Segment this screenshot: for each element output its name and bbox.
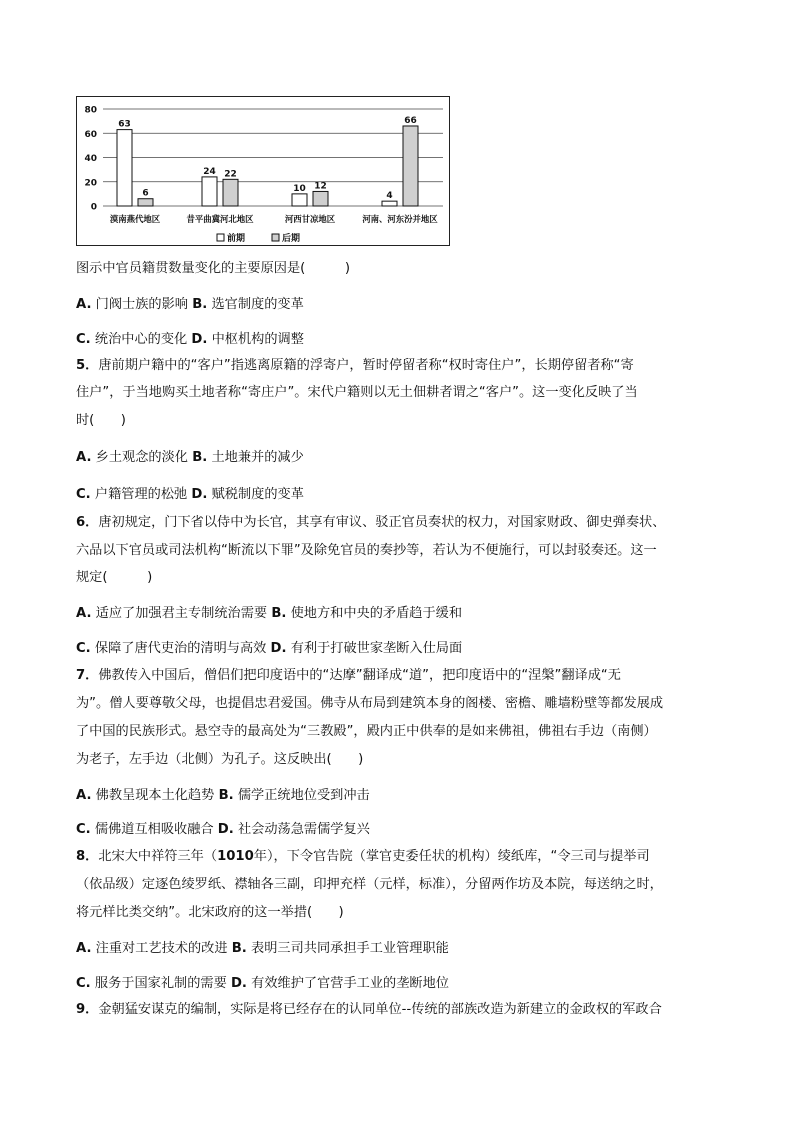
q7-options-ab: A. 佛教呈现本土化趋势 B. 儒学正统地位受到冲击 [76, 788, 370, 803]
data-label: 66 [404, 115, 417, 126]
legend-label: 前期 [227, 234, 246, 244]
y-tick-label: 60 [84, 129, 97, 140]
bar [292, 194, 307, 206]
bar [403, 126, 418, 206]
y-tick-label: 20 [84, 178, 97, 189]
bar-chart [76, 96, 450, 246]
data-label: 4 [386, 191, 393, 202]
x-tick-label: 漠南燕代地区 [109, 214, 161, 224]
bar [382, 201, 397, 206]
data-label: 6 [142, 188, 149, 199]
q6-line-3: 规定( ) [76, 570, 153, 585]
y-tick-label: 0 [90, 202, 97, 213]
q6-options-ab: A. 适应了加强君主专制统治需要 B. 使地方和中央的矛盾趋于缓和 [76, 606, 463, 621]
q5-line-3: 时( ) [76, 413, 126, 428]
q8-line-1: 8．北宋大中祥符三年（1010年），下令官告院（掌官吏委任状的机构）绫纸库，“令三司与提举司 [76, 849, 650, 864]
q7-line-1: 7．佛教传入中国后，僧侣们把印度语中的“达摩”翻译成“道”，把印度语中的“涅槃”翻译成“无 [76, 668, 621, 683]
data-label: 24 [203, 166, 216, 177]
q7-line-3: 了中国的民族形式。悬空寺的最高处为“三教殿”，殿内正中供奉的是如来佛祖，佛祖右手边（南侧） [76, 724, 657, 739]
y-tick-label: 80 [84, 105, 97, 116]
bar [202, 177, 217, 206]
x-tick-label: 昔平曲冀河北地区 [186, 214, 254, 224]
q4-stem: 图示中官员籍贯数量变化的主要原因是( ) [76, 261, 351, 276]
bar [138, 199, 153, 206]
q5-options-ab: A. 乡土观念的淡化 B. 土地兼并的减少 [76, 450, 304, 465]
legend-swatch [217, 234, 224, 241]
q8-options-cd: C. 服务于国家礼制的需要 D. 有效维护了官营手工业的垄断地位 [76, 976, 449, 991]
q5-line-2: 住户”，于当地购买土地者称“寄庄户”。宋代户籍则以无土佃耕者谓之“客户”。这一变化反映了当 [76, 385, 638, 400]
x-tick-label: 河西甘凉地区 [284, 214, 336, 224]
q7-options-cd: C. 儒佛道互相吸收融合 D. 社会动荡急需儒学复兴 [76, 822, 370, 837]
data-label: 12 [314, 181, 327, 192]
bar [313, 191, 328, 206]
bar [223, 179, 238, 206]
data-label: 10 [293, 183, 306, 194]
bar [117, 130, 132, 206]
q6-options-cd: C. 保障了唐代吏治的清明与高效 D. 有利于打破世家垄断入仕局面 [76, 641, 463, 656]
q5-options-cd: C. 户籍管理的松弛 D. 赋税制度的变革 [76, 487, 304, 502]
q8-options-ab: A. 注重对工艺技术的改进 B. 表明三司共同承担手工业管理职能 [76, 941, 449, 956]
data-label: 63 [118, 119, 131, 130]
q7-line-2: 为”。僧人要尊敬父母，也提倡忠君爱国。佛寺从布局到建筑本身的阁楼、密檐、雕墙粉壁等都发展成 [76, 696, 664, 711]
q5-line-1: 5．唐前期户籍中的“客户”指逃离原籍的浮寄户，暂时停留者称“权时寄住户”，长期停留者称“寄 [76, 358, 634, 373]
q6-line-2: 六品以下官员或司法机构“断流以下罪”及除免官员的奏抄等，若认为不便施行，可以封驳奏还。这一 [76, 543, 657, 558]
y-tick-label: 40 [84, 154, 97, 164]
q8-line-3: 将元样比类交纳”。北宋政府的这一举措( ) [76, 905, 344, 920]
q4-options-ab: A. 门阀士族的影响 B. 选官制度的变革 [76, 297, 304, 312]
q9-line-1: 9．金朝猛安谋克的编制，实际是将已经存在的认同单位--传统的部族改造为新建立的金政权的军政合 [76, 1002, 662, 1017]
data-label: 22 [224, 169, 237, 180]
q4-options-cd: C. 统治中心的变化 D. 中枢机构的调整 [76, 332, 304, 347]
q7-line-4: 为老子，左手边（北侧）为孔子。这反映出( ) [76, 752, 364, 767]
legend-label: 后期 [282, 234, 301, 244]
q8-line-2: （依品级）定逐色绫罗纸、襟轴各三副，印押充样（元样，标准），分留两作坊及本院，每送纳之时， [76, 877, 663, 892]
legend-swatch [272, 234, 279, 241]
bar-chart-svg [77, 97, 451, 247]
q6-line-1: 6．唐初规定，门下省以侍中为长官，其享有审议、驳正官员奏状的权力，对国家财政、御史弹奏状、 [76, 515, 666, 530]
x-tick-label: 河南、河东汾并地区 [362, 214, 438, 224]
